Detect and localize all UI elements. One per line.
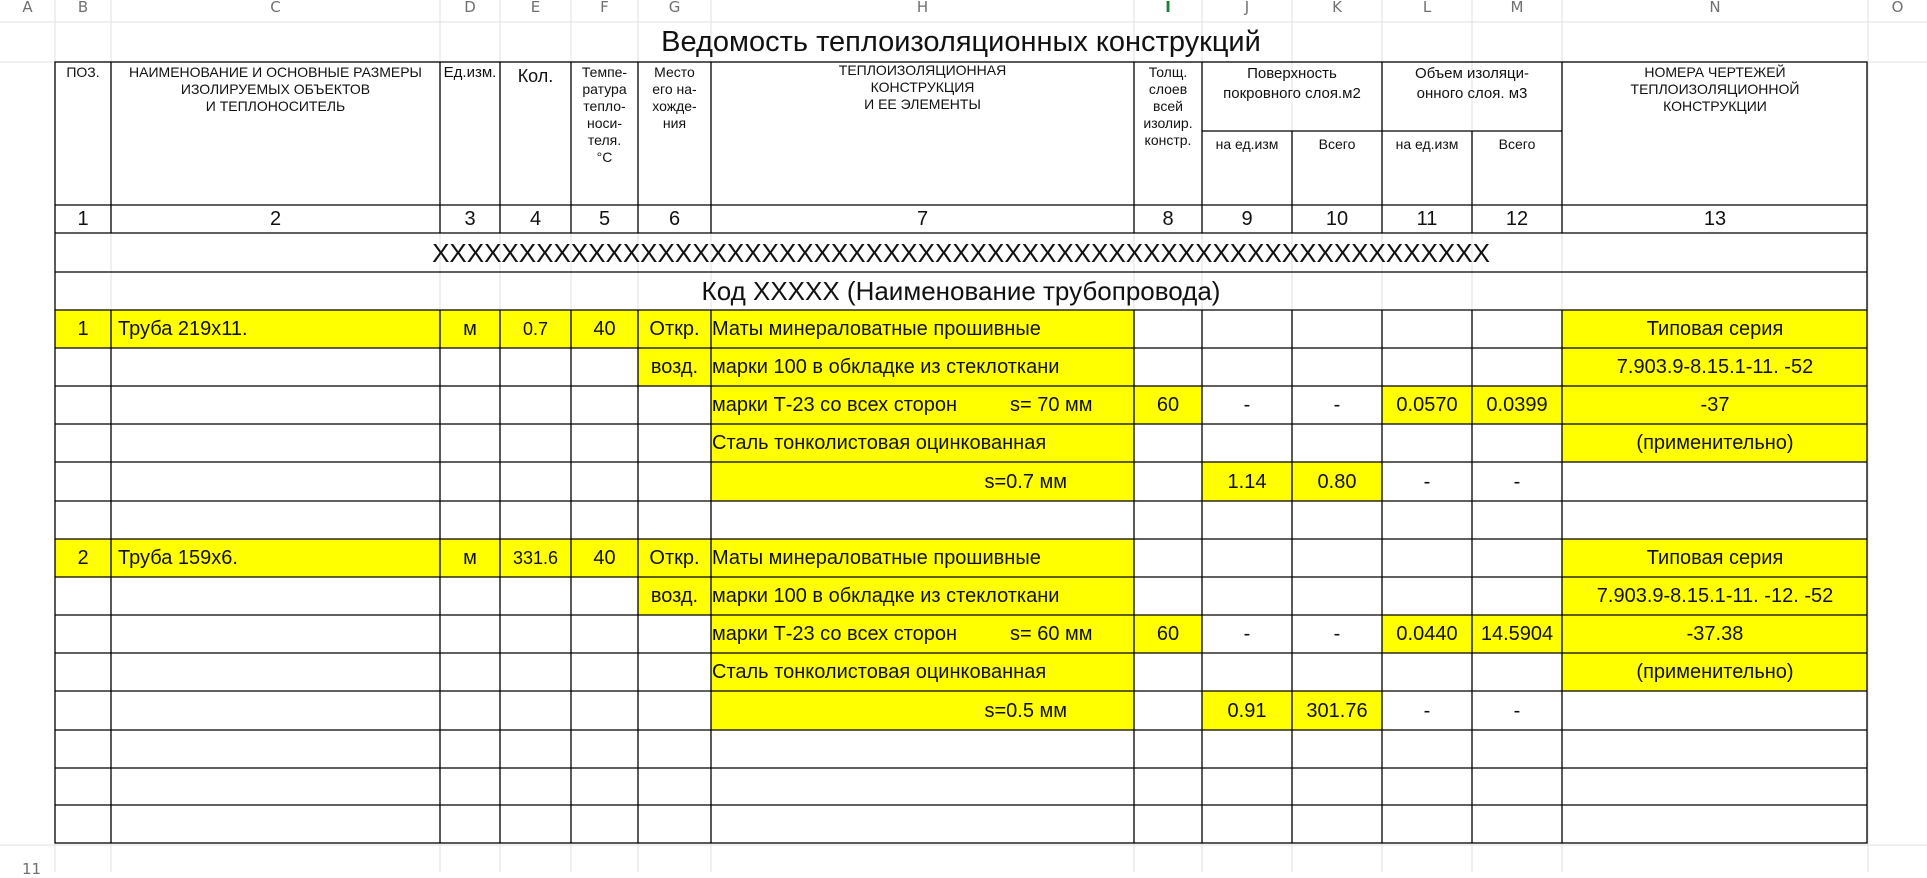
column-header-m[interactable]: M [1510, 0, 1524, 16]
item-2-volume-total-2[interactable]: - [1513, 699, 1521, 722]
column-number-12[interactable]: 12 [1505, 208, 1529, 230]
header-construction[interactable]: ТЕПЛОИЗОЛЯЦИОННАЯ КОНСТРУКЦИЯ И ЕЕ ЭЛЕМЕНТЫ [838, 62, 1007, 113]
item-1-construction-4[interactable]: Сталь тонколистовая оцинкованная [712, 432, 1047, 454]
item-2-construction-2[interactable]: марки 100 в обкладке из стеклоткани [712, 585, 1060, 607]
placeholder-row[interactable]: XXXXXXXXXXXXXXXXXXXXXXXXXXXXXXXXXXXXXXXXXXXXXXXXXXXXXXXXXXXXX [432, 237, 1490, 268]
item-2-volume-unit[interactable]: 0.0440 [1396, 623, 1458, 645]
item-2-construction-3[interactable]: марки Т-23 со всех сторон [712, 623, 958, 645]
item-1-drawings-1[interactable]: Типовая серия [1646, 318, 1784, 340]
header-surface-per-unit[interactable]: на ед.изм [1215, 136, 1279, 152]
item-1-place-2[interactable]: возд. [650, 356, 699, 378]
item-1-pos[interactable]: 1 [77, 318, 89, 340]
header-surface[interactable]: Поверхность покровного слоя.м2 [1223, 65, 1361, 102]
header-volume-total[interactable]: Всего [1498, 136, 1536, 152]
item-1-surface-unit-2[interactable]: 1.14 [1227, 470, 1267, 493]
row-header-11[interactable]: 11 [22, 860, 42, 878]
item-2-drawings-1[interactable]: Типовая серия [1646, 547, 1784, 569]
item-2-qty[interactable]: 331.6 [512, 548, 559, 568]
item-1-volume-unit[interactable]: 0.0570 [1396, 394, 1458, 416]
column-number-6[interactable]: 6 [668, 208, 681, 230]
item-2-name[interactable]: Труба 159х6. [118, 547, 238, 569]
header-name[interactable]: НАИМЕНОВАНИЕ И ОСНОВНЫЕ РАЗМЕРЫ ИЗОЛИРУЕМЫХ ОБЪЕКТОВ И ТЕПЛОНОСИТЕЛЬ [129, 64, 422, 115]
column-header-j[interactable]: J [1244, 0, 1250, 16]
column-header-o[interactable]: O [1891, 0, 1904, 16]
column-number-2[interactable]: 2 [269, 208, 282, 230]
header-pos[interactable]: ПОЗ. [66, 64, 100, 80]
column-header-i[interactable]: I [1165, 0, 1171, 16]
item-2-place-2[interactable]: возд. [650, 585, 699, 607]
column-number-3[interactable]: 3 [464, 208, 476, 230]
header-volume-per-unit[interactable]: на ед.изм [1395, 136, 1459, 152]
item-2-drawings-3[interactable]: -37.38 [1686, 623, 1744, 645]
header-place[interactable]: Место его на- хожде- ния [652, 64, 697, 132]
column-number-10[interactable]: 10 [1325, 208, 1349, 230]
item-1-surface-unit-1[interactable]: - [1243, 394, 1251, 416]
column-number-11[interactable]: 11 [1416, 208, 1438, 230]
item-1-unit[interactable]: м [463, 318, 477, 340]
column-header-d[interactable]: D [464, 0, 476, 16]
column-number-5[interactable]: 5 [598, 208, 611, 230]
column-header-n[interactable]: N [1709, 0, 1721, 16]
item-2-construction-1[interactable]: Маты минераловатные прошивные [712, 547, 1041, 569]
item-1-construction-1[interactable]: Маты минераловатные прошивные [712, 318, 1041, 340]
item-1-construction-3[interactable]: марки Т-23 со всех сторон [712, 394, 958, 416]
column-number-7[interactable]: 7 [916, 208, 929, 230]
item-2-construction-5[interactable]: s=0.5 мм [984, 699, 1067, 722]
item-2-volume-total[interactable]: 14.5904 [1480, 623, 1554, 645]
header-qty[interactable]: Кол. [517, 66, 554, 86]
item-1-name[interactable]: Труба 219х11. [118, 318, 248, 340]
item-1-volume-unit-2[interactable]: - [1423, 470, 1431, 493]
column-header-l[interactable]: L [1422, 0, 1432, 16]
item-1-place-1[interactable]: Откр. [649, 318, 700, 340]
column-header-a[interactable]: A [22, 0, 33, 16]
item-1-construction-2[interactable]: марки 100 в обкладке из стеклоткани [712, 356, 1060, 378]
column-number-8[interactable]: 8 [1162, 208, 1174, 230]
header-drawings[interactable]: НОМЕРА ЧЕРТЕЖЕЙ ТЕПЛОИЗОЛЯЦИОННОЙ КОНСТРУКЦИИ [1630, 64, 1800, 115]
header-surface-total[interactable]: Всего [1318, 136, 1356, 152]
column-header-f[interactable]: F [600, 0, 609, 16]
item-1-drawings-2[interactable]: 7.903.9-8.15.1-11. -52 [1616, 356, 1814, 378]
item-2-surface-unit-1[interactable]: - [1243, 623, 1251, 645]
item-1-surface-total-2[interactable]: 0.80 [1317, 470, 1357, 493]
item-1-construction-5[interactable]: s=0.7 мм [984, 470, 1067, 493]
item-2-temp[interactable]: 40 [593, 547, 616, 569]
document-title[interactable]: Ведомость теплоизоляционных конструкций [661, 25, 1261, 58]
header-unit[interactable]: Ед.изм. [443, 64, 497, 81]
pipeline-code-row[interactable]: Код XXXXX (Наименование трубопровода) [701, 276, 1221, 306]
item-1-volume-total[interactable]: 0.0399 [1486, 394, 1548, 416]
column-number-1[interactable]: 1 [77, 208, 89, 230]
item-1-surface-total-1[interactable]: - [1333, 394, 1341, 416]
item-1-volume-total-2[interactable]: - [1513, 470, 1521, 493]
column-number-9[interactable]: 9 [1241, 208, 1253, 230]
column-header-e[interactable]: E [530, 0, 541, 16]
item-1-thickness[interactable]: 60 [1156, 394, 1180, 416]
item-1-qty[interactable]: 0.7 [522, 319, 549, 339]
item-1-construction-3-thickness[interactable]: s= 70 мм [1010, 394, 1093, 416]
item-2-unit[interactable]: м [463, 547, 477, 569]
item-1-temp[interactable]: 40 [593, 318, 616, 340]
column-header-c[interactable]: C [270, 0, 281, 16]
item-2-drawings-2[interactable]: 7.903.9-8.15.1-11. -12. -52 [1596, 585, 1834, 607]
column-number-4[interactable]: 4 [529, 208, 542, 230]
header-temp[interactable]: Темпе- ратура тепло- носи- теля. °С [581, 64, 628, 166]
item-2-place-1[interactable]: Откр. [649, 547, 700, 569]
column-header-h[interactable]: H [916, 0, 929, 16]
item-2-construction-4[interactable]: Сталь тонколистовая оцинкованная [712, 661, 1047, 683]
item-2-pos[interactable]: 2 [77, 547, 89, 569]
header-volume[interactable]: Объем изоляци- онного слоя. м3 [1415, 65, 1529, 102]
item-2-thickness[interactable]: 60 [1156, 623, 1180, 645]
item-2-surface-unit-2[interactable]: 0.91 [1227, 699, 1267, 722]
item-2-volume-unit-2[interactable]: - [1423, 699, 1431, 722]
column-number-13[interactable]: 13 [1703, 208, 1727, 230]
column-header-b[interactable]: B [77, 0, 89, 16]
item-2-surface-total-2[interactable]: 301.76 [1306, 699, 1368, 722]
item-1-drawings-4[interactable]: (применительно) [1636, 432, 1794, 454]
item-2-construction-3-thickness[interactable]: s= 60 мм [1010, 623, 1093, 645]
item-2-drawings-4[interactable]: (применительно) [1636, 661, 1794, 683]
item-2-surface-total-1[interactable]: - [1333, 623, 1341, 645]
header-thickness[interactable]: Толщ. слоев всей изолир. констр. [1143, 64, 1193, 149]
column-header-k[interactable]: K [1332, 0, 1342, 16]
column-header-g[interactable]: G [668, 0, 681, 16]
item-1-drawings-3[interactable]: -37 [1700, 394, 1730, 416]
